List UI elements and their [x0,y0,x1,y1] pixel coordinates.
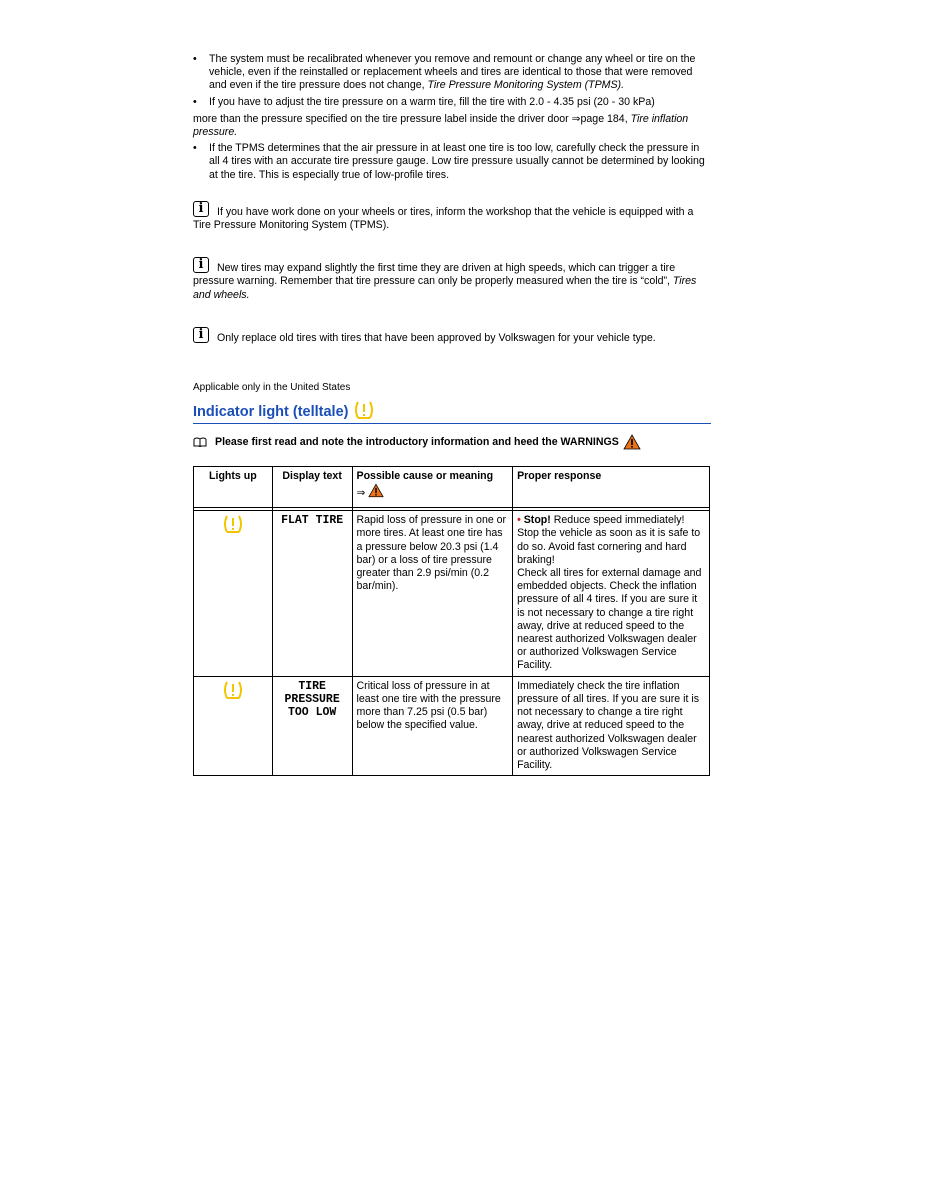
note-text: New tires may expand slightly the first time they are driven at high speeds, which can trigger a tire pressure warning. Remember that tire pressure can only be properly measured when the tire is “cold”, [193,262,676,288]
response-text: Reduce speed immediately! Stop the vehicle as soon as it is safe to do so. Avoid fast cornering and hard braking! [517,514,701,566]
table-row [194,676,710,775]
note-text: Only replace old tires with tires that have been approved by Volkswagen for your vehicle type. [217,331,656,344]
info-note [193,257,709,302]
book-icon [193,437,207,447]
warning-triangle-icon[interactable] [368,483,384,498]
bullet-continuation [193,113,709,139]
info-icon [193,257,209,273]
column-header-text: Possible cause or meaning [356,470,494,483]
bullet-item: • If the TPMS determines that the air pressure in at least one tire is too low, carefully check the pressure in all 4 tires with an accurate tire pressure gauge. Low tire pressure usually cannot be determined by looking at the tire. This is especially true of low-profile tires. [193,142,705,181]
info-note [193,327,709,345]
response-cell [513,511,710,676]
table-row [194,511,710,676]
arrow-symbol: ⇒ [356,487,366,500]
warning-triangle-icon[interactable] [623,434,641,450]
tpms-telltale-icon [222,680,244,700]
tpms-telltale-icon [353,400,375,420]
cross-reference[interactable]: Tires and wheels. [193,275,697,301]
cross-reference[interactable]: Tire inflation pressure. [193,112,689,139]
info-note [193,201,709,232]
section-title-text: Indicator light (telltale) [193,404,349,421]
lights-up-cell [194,511,273,676]
display-text-cell: FLAT TIRE [272,511,352,676]
tpms-telltale-icon [222,514,244,534]
bullet-text: If you have to adjust the tire pressure on a warm tire, fill the tire with 2.0 - 4.35 psi (20 - 30 kPa) [209,95,655,108]
bullet-text: The system must be recalibrated whenever you remove and remount or change any wheel or tire on the vehicle, even if the reinstalled or replacement wheels and tires are identical to those that were removed and even if the tire pressure does not change, [209,53,696,92]
lights-up-cell [194,676,273,775]
info-icon [193,201,209,217]
display-text-cell: TIRE PRESSURE TOO LOW [272,676,352,775]
column-header [352,467,513,508]
bullet-item: • The system must be recalibrated whenever you remove and remount or change any wheel or tire on the vehicle, even if the reinstalled or replacement wheels and tires are identical to those that were removed and even if the tire pressure does not change, Tire Pressure Monitoring System (TPMS). [193,53,696,92]
info-icon [193,327,209,343]
cause-cell: Rapid loss of pressure in one or more tires. At least one tire has a pressure below 20.3 psi (1.4 bar) or a loss of tire pressure greater than 2.9 psi/min (0.2 bar/min). [352,511,513,676]
bullet-text: more than the pressure specified on the tire pressure label inside the driver door ⇒page 184, [193,112,631,125]
stop-dot-icon: • [517,514,521,527]
telltale-table [193,466,710,776]
section-title [193,400,711,424]
bullet-item: • If you have to adjust the tire pressure on a warm tire, fill the tire with 2.0 - 4.35 psi (20 - 30 kPa) [193,95,655,108]
cause-cell: Critical loss of pressure in at least one tire with the pressure more than 7.25 psi (0.5 bar) below the specified value. [352,676,513,775]
applicability-note: Applicable only in the United States [193,382,351,394]
page-content [193,53,709,776]
column-header: Display text [272,467,352,508]
note-text: If you have work done on your wheels or tires, inform the workshop that the vehicle is equipped with a Tire Pressure Monitoring System (TPMS). [193,205,694,232]
read-first-text: Please first read and note the introductory information and heed the WARNINGS [215,435,619,448]
stop-label: Stop! [523,514,551,527]
response-cell: Immediately check the tire inflation pressure of all tires. If you are sure it is not necessary to change a tire right away, drive at reduced speed to the nearest authorized Volkswagen dealer or authorized Volkswagen Service Facility. [513,676,710,775]
response-text: Check all tires for external damage and embedded objects. Check the inflation pressure of all 4 tires. If you are sure it is not necessary to change a tire right away, drive at reduced speed to the nearest authorized Volkswagen dealer or authorized Volkswagen Service Facility. [517,567,702,672]
column-header: Proper response [513,467,710,508]
bullet-text: If the TPMS determines that the air pressure in at least one tire is too low, carefully check the pressure in all 4 tires with an accurate tire pressure gauge. Low tire pressure usually cannot be determined by looking at the tire. This is especially true of low-profile tires. [209,142,705,181]
read-first-note [193,434,709,450]
column-header: Lights up [194,467,273,508]
cross-reference[interactable]: Tire Pressure Monitoring System (TPMS). [427,79,625,92]
table-header-row [194,467,710,508]
